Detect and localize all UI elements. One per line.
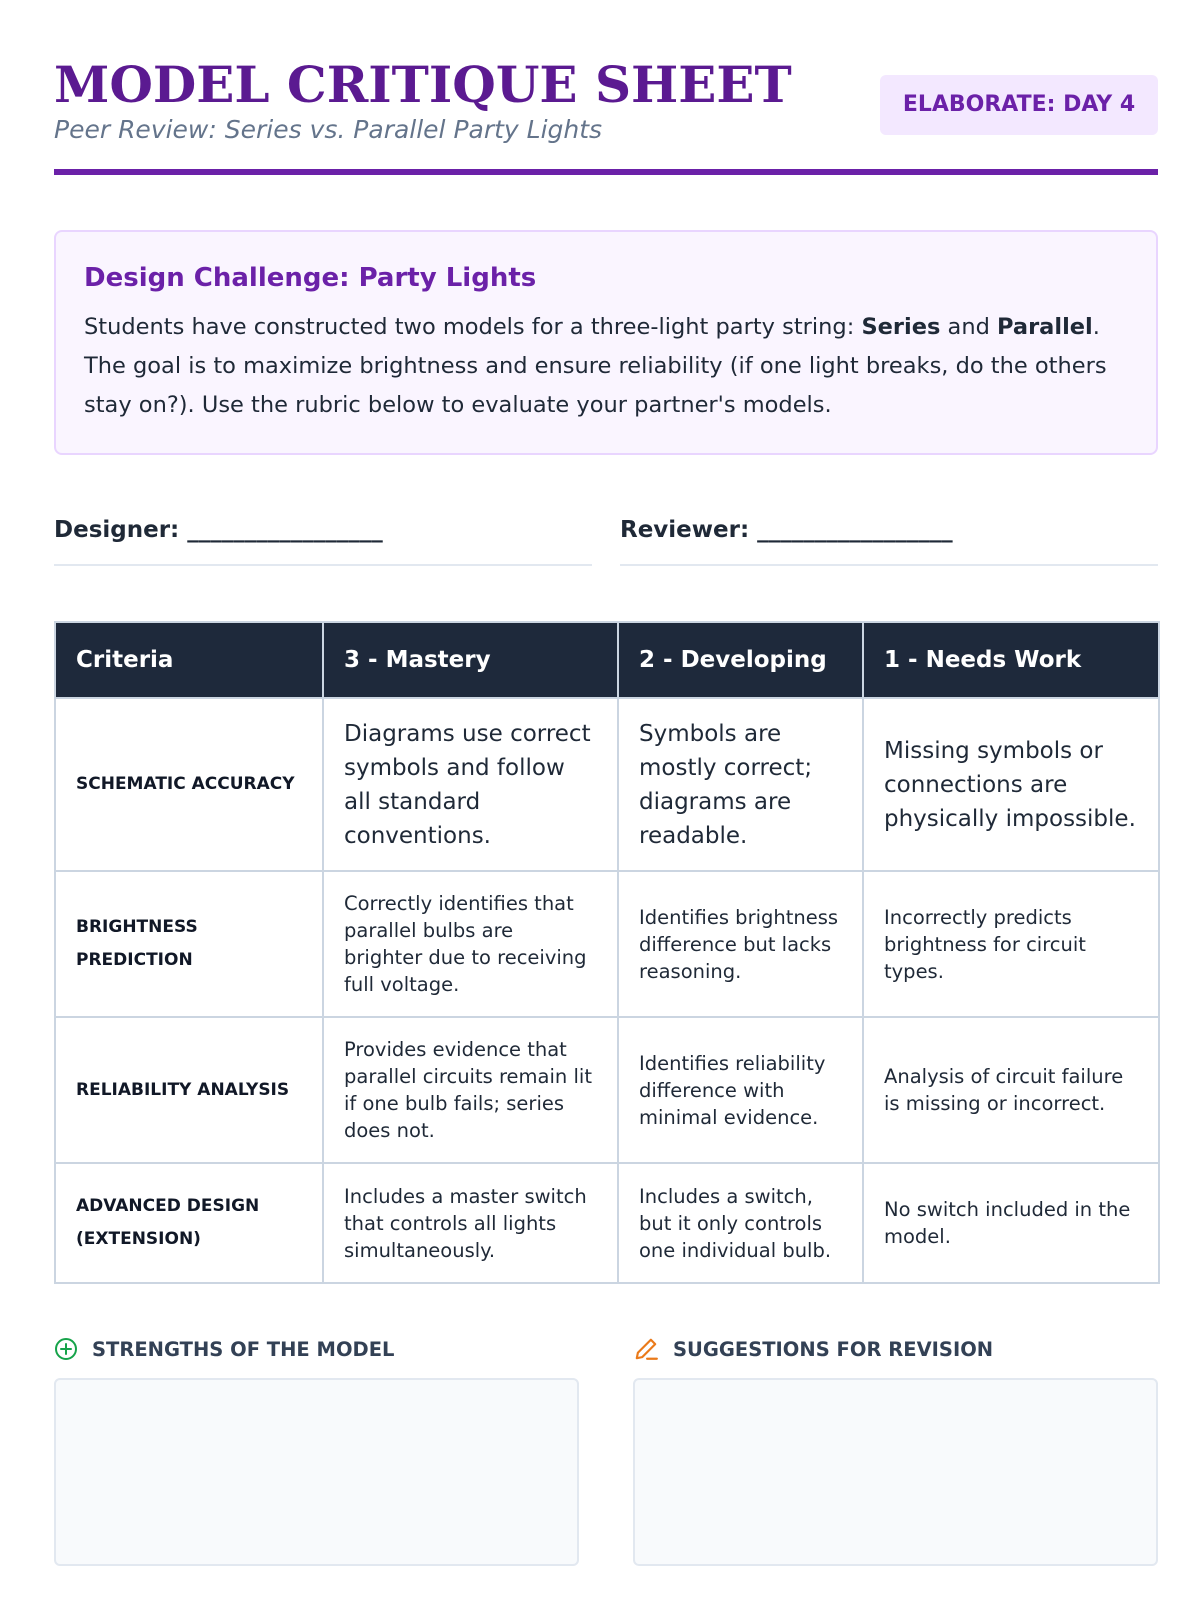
challenge-text-part: Students have constructed two models for a three-light party string: (84, 314, 862, 340)
needs-work-cell: Analysis of circuit failure is missing or incorrect. (863, 1017, 1159, 1163)
day-badge: ELABORATE: DAY 4 (880, 75, 1158, 135)
feedback-section (54, 1334, 1158, 1566)
developing-cell: Identifies reliability difference with minimal evidence. (618, 1017, 863, 1163)
developing-cell: Identifies brightness difference but lacks reasoning. (618, 871, 863, 1017)
table-row (55, 871, 1159, 1017)
strengths-column (54, 1334, 579, 1566)
needs-work-cell: No switch included in the model. (863, 1163, 1159, 1283)
designer-field[interactable]: Designer: _________________ (54, 510, 592, 566)
criteria-cell: SCHEMATIC ACCURACY (55, 698, 323, 871)
strengths-label: STRENGTHS OF THE MODEL (92, 1337, 395, 1361)
challenge-text-part: and (940, 314, 998, 340)
pencil-icon (633, 1336, 659, 1362)
reviewer-field[interactable]: Reviewer: _________________ (620, 510, 1158, 566)
mastery-cell: Provides evidence that parallel circuits remain lit if one bulb fails; series does not. (323, 1017, 618, 1163)
strengths-input-box[interactable] (54, 1378, 579, 1566)
challenge-description (84, 308, 1128, 425)
name-fields (54, 510, 1158, 566)
sheet-header (54, 55, 1158, 175)
rubric-table (54, 621, 1160, 1284)
suggestions-input-box[interactable] (633, 1378, 1158, 1566)
mastery-cell: Includes a master switch that controls all lights simultaneously. (323, 1163, 618, 1283)
developing-cell: Symbols are mostly correct; diagrams are readable. (618, 698, 863, 871)
header-mastery: 3 - Mastery (323, 622, 618, 698)
criteria-cell: ADVANCED DESIGN (EXTENSION) (55, 1163, 323, 1283)
parallel-keyword: Parallel (997, 314, 1093, 340)
criteria-cell: BRIGHTNESS PREDICTION (55, 871, 323, 1017)
table-row (55, 1017, 1159, 1163)
developing-cell: Includes a switch, but it only controls one individual bulb. (618, 1163, 863, 1283)
rubric-header-row (55, 622, 1159, 698)
mastery-cell: Correctly identifies that parallel bulbs are brighter due to receiving full voltage. (323, 871, 618, 1017)
needs-work-cell: Missing symbols or connections are physically impossible. (863, 698, 1159, 871)
suggestions-label: SUGGESTIONS FOR REVISION (673, 1337, 994, 1361)
header-developing: 2 - Developing (618, 622, 863, 698)
header-criteria: Criteria (55, 622, 323, 698)
table-row (55, 1163, 1159, 1283)
criteria-cell: RELIABILITY ANALYSIS (55, 1017, 323, 1163)
critique-sheet (54, 55, 1158, 1566)
suggestions-column (633, 1334, 1158, 1566)
table-row (55, 698, 1159, 871)
needs-work-cell: Incorrectly predicts brightness for circuit types. (863, 871, 1159, 1017)
challenge-heading: Design Challenge: Party Lights (84, 263, 537, 293)
plus-circle-icon (54, 1337, 78, 1361)
page-subtitle: Peer Review: Series vs. Parallel Party Lights (54, 115, 603, 144)
strengths-heading (54, 1334, 579, 1364)
series-keyword: Series (861, 314, 941, 340)
header-needs-work: 1 - Needs Work (863, 622, 1159, 698)
page-title: MODEL CRITIQUE SHEET (54, 55, 792, 114)
challenge-text-part: . The goal is to maximize brightness and ensure reliability (if one light breaks, do the others stay on?). Use the rubric below to evaluate your partner's models. (84, 314, 1107, 418)
suggestions-heading (633, 1334, 1158, 1364)
mastery-cell: Diagrams use correct symbols and follow all standard conventions. (323, 698, 618, 871)
design-challenge-box (54, 230, 1158, 455)
